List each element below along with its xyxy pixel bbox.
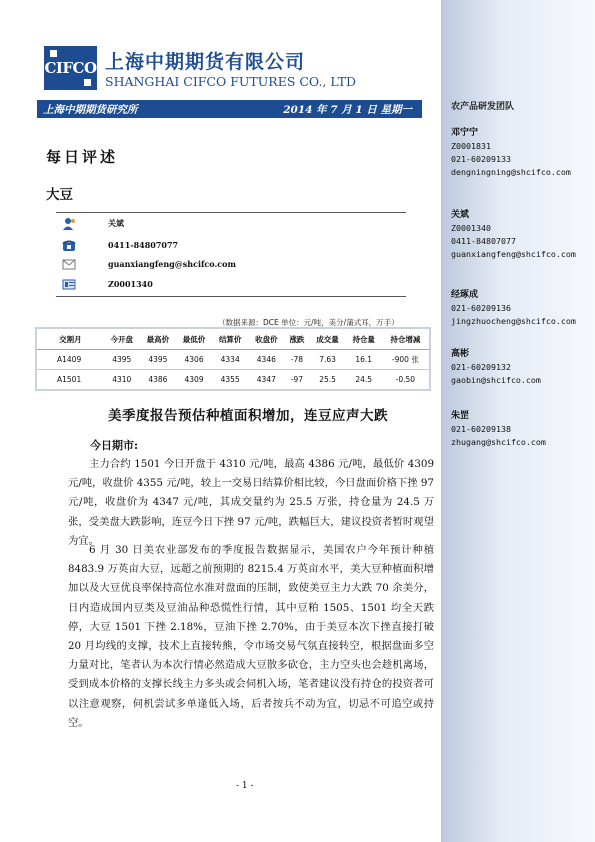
table-cell: 16.1 (346, 350, 382, 370)
column-header: 结算价 (212, 329, 248, 350)
analyst-email[interactable]: guanxiangfeng@shcifco.com (451, 249, 576, 259)
analyst-name: 关斌 (451, 210, 470, 220)
divider (56, 296, 406, 297)
page-number: - 1 - (236, 781, 254, 791)
analyst-email[interactable]: zhugang@shcifco.com (451, 437, 546, 447)
analyst-name: 朱罡 (451, 411, 470, 421)
analyst-card (451, 289, 576, 328)
column-header: 持仓增减 (382, 329, 429, 350)
analyst-name: 高彬 (451, 349, 470, 359)
table-cell: 4355 (212, 370, 248, 390)
column-header: 成交量 (309, 329, 345, 350)
analyst-name: 经琢成 (451, 290, 479, 300)
table-cell: 4386 (140, 370, 176, 390)
table-row (37, 350, 429, 370)
analyst-card (451, 209, 576, 261)
analyst-card (451, 348, 541, 387)
table-cell: 7.63 (309, 350, 345, 370)
market-label: 今日期市: (90, 439, 139, 452)
analyst-card (451, 410, 546, 449)
table-header-row (37, 329, 429, 350)
data-source-note: （数据来源：DCE 单位：元/吨，美分/蒲式耳，万手） (218, 318, 399, 327)
commodity-title: 大豆 (46, 187, 73, 203)
contact-email[interactable]: guanxiangfeng@shcifco.com (108, 259, 236, 269)
column-header: 今开盘 (104, 329, 140, 350)
analyst-phone: 021-60209132 (451, 362, 511, 372)
table-cell: 4334 (212, 350, 248, 370)
analyst-phone: 021-60209133 (451, 154, 511, 164)
institute-name: 上海中期期货研究所 (43, 104, 138, 116)
analyst-email[interactable]: gaobin@shcifco.com (451, 375, 541, 385)
table-cell: 4306 (176, 350, 212, 370)
contact-name: 关斌 (108, 218, 124, 228)
table-row (37, 370, 429, 390)
analyst-id: Z0001831 (451, 141, 491, 151)
paragraph: 主力合约 1501 今日开盘于 4310 元/吨，最高 4386 元/吨，最低价 4309 元/吨，收盘价 4355 元/吨，较上一交易日结算价相比较，今日盘面价格下挫 97 元/吨，收盘价为 4347 元/吨，其成交量约为 25.5 万张，持仓量为 24.5 万张，受美盘大跌影响，连豆今日下挫 97 元/吨，跌幅巨大，建议投资者暂时观望为宜。 (68, 458, 434, 547)
table-cell: A1409 (37, 350, 104, 370)
table-cell: 25.5 (309, 370, 345, 390)
column-header: 收盘价 (248, 329, 284, 350)
table-cell: 24.5 (346, 370, 382, 390)
table-cell: 4395 (140, 350, 176, 370)
company-name-en: SHANGHAI CIFCO FUTURES CO., LTD (105, 74, 357, 89)
column-header: 涨跌 (284, 329, 309, 350)
table-cell: A1501 (37, 370, 104, 390)
table-cell: 4310 (104, 370, 140, 390)
quote-table (37, 329, 429, 389)
mail-icon (62, 258, 76, 271)
report-date: 2014 年 7 月 1 日 星期一 (283, 104, 412, 116)
table-cell: -78 (284, 350, 309, 370)
table-cell: -900 张 (382, 350, 429, 370)
contact-license: Z0001340 (108, 279, 153, 289)
analyst-sidebar (441, 0, 595, 842)
id-card-icon (62, 278, 76, 291)
analyst-phone: 0411-84807077 (451, 236, 516, 246)
table-cell: -97 (284, 370, 309, 390)
header-bar (37, 100, 422, 118)
table-cell: 4347 (248, 370, 284, 390)
logo-wordmark: CIFCO (44, 59, 97, 77)
table-cell: 4395 (104, 350, 140, 370)
column-header: 交割月 (37, 329, 104, 350)
table-cell: 4346 (248, 350, 284, 370)
paragraph: 6 月 30 日美农业部发布的季度报告数据显示，美国农户今年预计种植 8483.9 万英亩大豆，远超之前预期的 8215.4 万英亩水平，美大豆种植面积增加以及大豆优良率保持高位水准对盘面的压制，致使美豆主力大跌 70 余美分，日内造成国内豆类及豆油品种恐慌性行情，其中豆粕 1505、1501 均全天跌停，大豆 1501 下挫 2.18%，豆油下挫 2.70%，由于美豆本次下挫直接打破 20 月均线的支撑，技术上直接转熊，令市场交易气氛直接转空，根据盘面多空力量对比，笔者认为本次行情必然造成大豆散多砍仓，主力空头也会趁机离场，受到成本价格的支撑长线主力多头或会伺机入场，笔者建议没有持仓的投资者可以注意观察，伺机尝试多单逢低入场，后者按兵不动为宜，切忌不可追空或持空。 (68, 544, 434, 729)
divider (56, 212, 406, 213)
column-header: 持仓量 (346, 329, 382, 350)
table-cell: -0.50 (382, 370, 429, 390)
company-name-cn: 上海中期期货有限公司 (105, 51, 306, 73)
column-header: 最高价 (140, 329, 176, 350)
analyst-email[interactable]: dengningning@shcifco.com (451, 167, 571, 177)
analyst-id: Z0001340 (451, 223, 491, 233)
table-cell: 4309 (176, 370, 212, 390)
analyst-email[interactable]: jingzhuocheng@shcifco.com (451, 316, 576, 326)
person-icon (62, 217, 76, 230)
column-header: 最低价 (176, 329, 212, 350)
analyst-name: 邓宁宁 (451, 128, 479, 138)
section-title: 每日评述 (46, 148, 119, 166)
phone-icon (62, 239, 76, 252)
analyst-phone: 021-60209138 (451, 424, 511, 434)
article-headline: 美季度报告预估种植面积增加，连豆应声大跌 (108, 408, 388, 424)
contact-phone: 0411-84807077 (108, 240, 179, 250)
analyst-card (451, 127, 571, 179)
team-title: 农产品研发团队 (451, 102, 515, 112)
analyst-phone: 021-60209136 (451, 303, 511, 313)
